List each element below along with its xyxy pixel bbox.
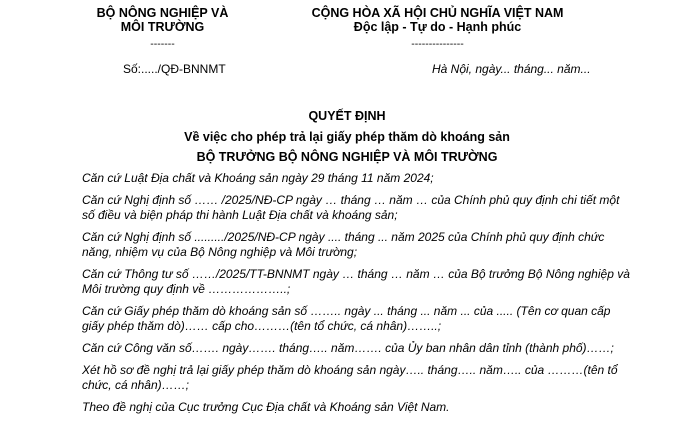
- legal-basis-section: [82, 171, 630, 422]
- issuing-authority: BỘ TRƯỞNG BỘ NÔNG NGHIỆP VÀ MÔI TRƯỜNG: [196, 150, 498, 164]
- legal-basis-paragraph: Căn cứ Nghị định số …… /2025/NĐ-CP ngày … tháng … năm … của Chính phủ quy định chi tiết một số điều và biện pháp thi hành Luật Địa chất và khoáng sản;: [82, 193, 620, 222]
- document-subject: Về việc cho phép trả lại giấy phép thăm dò khoáng sản: [184, 130, 510, 144]
- country-name: CỘNG HÒA XÃ HỘI CHỦ NGHĨA VIỆT NAM: [311, 6, 564, 20]
- national-motto-header: [300, 6, 575, 50]
- document-title: QUYẾT ĐỊNH: [308, 109, 386, 123]
- national-motto: Độc lập - Tự do - Hạnh phúc: [353, 20, 522, 34]
- ministry-name-line1: BỘ NÔNG NGHIỆP VÀ: [96, 6, 229, 20]
- legal-basis-paragraph: Xét hồ sơ đề nghị trả lại giấy phép thăm dò khoáng sản ngày….. tháng….. năm….. của ………(tên tổ chức, cá nhân)……;: [82, 363, 618, 392]
- legal-basis-paragraph: Căn cứ Nghị định số ........./2025/NĐ-CP ngày .... tháng ... năm 2025 của Chính phủ quy định chức năng, nhiệm vụ của Bộ Nông nghiệp và Môi trường;: [82, 230, 605, 259]
- ministry-divider: -------: [150, 38, 175, 50]
- legal-basis-paragraph: Căn cứ Giấy phép thăm dò khoáng sản số …….. ngày ... tháng ... năm ... của ..... (Tên cơ quan cấp giấy phép thăm dò)…… cấp cho………(tên tổ chức, cá nhân)……..;: [82, 304, 611, 333]
- document-number: Số:...../QĐ-BNNMT: [123, 62, 226, 76]
- legal-basis-paragraph: Căn cứ Công văn số……. ngày……. tháng….. năm……. của Ủy ban nhân dân tỉnh (thành phố)……;: [82, 341, 614, 355]
- legal-basis-paragraph: Căn cứ Luật Địa chất và Khoáng sản ngày 29 tháng 11 năm 2024;: [82, 171, 434, 185]
- ministry-name-line2: MÔI TRƯỜNG: [120, 20, 205, 34]
- motto-divider: ---------------: [411, 38, 464, 50]
- ministry-header: [90, 6, 235, 50]
- legal-basis-paragraph: Theo đề nghị của Cục trưởng Cục Địa chất và Khoáng sản Việt Nam.: [82, 400, 450, 414]
- place-and-date: Hà Nội, ngày... tháng... năm...: [432, 62, 591, 76]
- legal-basis-paragraph: Căn cứ Thông tư số ……/2025/TT-BNNMT ngày … tháng … năm … của Bộ trưởng Bộ Nông nghiệp và Môi trường quy định về ………………..;: [82, 267, 630, 296]
